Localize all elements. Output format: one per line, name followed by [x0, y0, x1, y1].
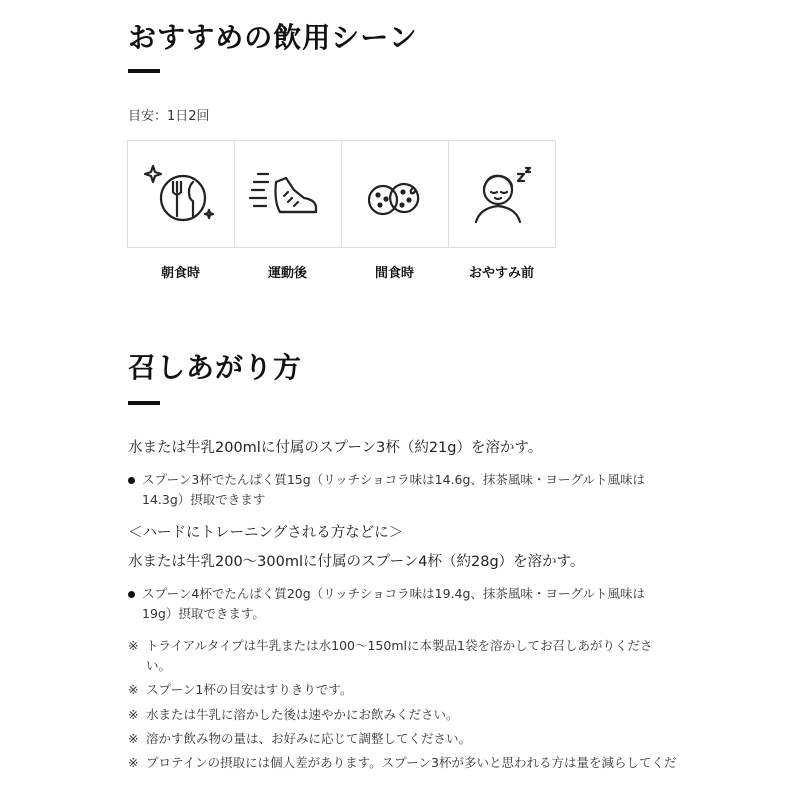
note-item	[128, 753, 677, 773]
scene-bedtime-label: おやすみ前	[468, 266, 534, 281]
scene-snack	[341, 140, 448, 281]
scene-exercise-box	[234, 140, 342, 248]
scene-grid	[127, 140, 555, 281]
scene-exercise-label: 運動後	[267, 266, 307, 281]
scene-snack-label: 間食時	[374, 266, 414, 281]
note-text: スプーン1杯の目安はすりきりです。	[146, 682, 353, 697]
scenes-title: おすすめの飲用シーン	[128, 21, 418, 54]
note-item	[128, 636, 673, 676]
scene-bedtime-box	[448, 140, 556, 248]
cookies-icon	[353, 152, 437, 236]
note-text: プロテインの摂取には個人差があります。スプーン3杯が多いと思われる方は量を減らしてくだ	[146, 755, 677, 770]
howto-bullet-2-text: スプーン4杯でたんぱく質20g（リッチショコラ味は19.4g、抹茶風味・ヨーグルト風味は19g）摂取できます。	[142, 586, 646, 621]
sleeping-person-icon	[460, 152, 544, 236]
note-text: 溶かす飲み物の量は、お好みに応じて調整してください。	[146, 731, 472, 746]
scene-exercise	[234, 140, 341, 281]
howto-title: 召しあがり方	[128, 351, 303, 384]
note-mark: ※	[128, 682, 139, 697]
guide-text: 目安：1日2回	[128, 109, 210, 124]
bullet-dot	[128, 591, 135, 598]
scene-bedtime	[448, 140, 555, 281]
howto-bullet-2	[128, 584, 668, 624]
scene-breakfast-label: 朝食時	[160, 266, 200, 281]
howto-lead-1: 水または牛乳200mlに付属のスプーン3杯（約21g）を溶かす。	[128, 440, 543, 456]
note-item	[128, 729, 673, 749]
scene-snack-box	[341, 140, 449, 248]
bullet-dot	[128, 477, 135, 484]
note-item	[128, 705, 673, 725]
note-text: 水または牛乳に溶かした後は速やかにお飲みください。	[146, 707, 459, 722]
scenes-title-rule	[128, 69, 160, 73]
hard-training-heading: ＜ハードにトレーニングされる方などに＞	[128, 525, 404, 541]
howto-title-rule	[128, 401, 160, 405]
howto-bullet-1	[128, 470, 668, 510]
howto-lead-2: 水または牛乳200～300mlに付属のスプーン4杯（約28g）を溶かす。	[128, 554, 585, 570]
note-mark: ※	[128, 731, 139, 746]
note-text: トライアルタイプは牛乳または水100～150mlに本製品1袋を溶かしてお召しあがりください。	[146, 638, 653, 673]
note-item	[128, 680, 673, 700]
howto-bullet-1-text: スプーン3杯でたんぱく質15g（リッチショコラ味は14.6g、抹茶風味・ヨーグルト風味は14.3g）摂取できます	[142, 472, 646, 507]
running-shoe-icon	[246, 152, 330, 236]
note-mark: ※	[128, 707, 139, 722]
scene-breakfast	[127, 140, 234, 281]
breakfast-plate-icon	[139, 152, 223, 236]
note-mark: ※	[128, 638, 139, 653]
scene-breakfast-box	[127, 140, 235, 248]
note-mark: ※	[128, 755, 139, 770]
